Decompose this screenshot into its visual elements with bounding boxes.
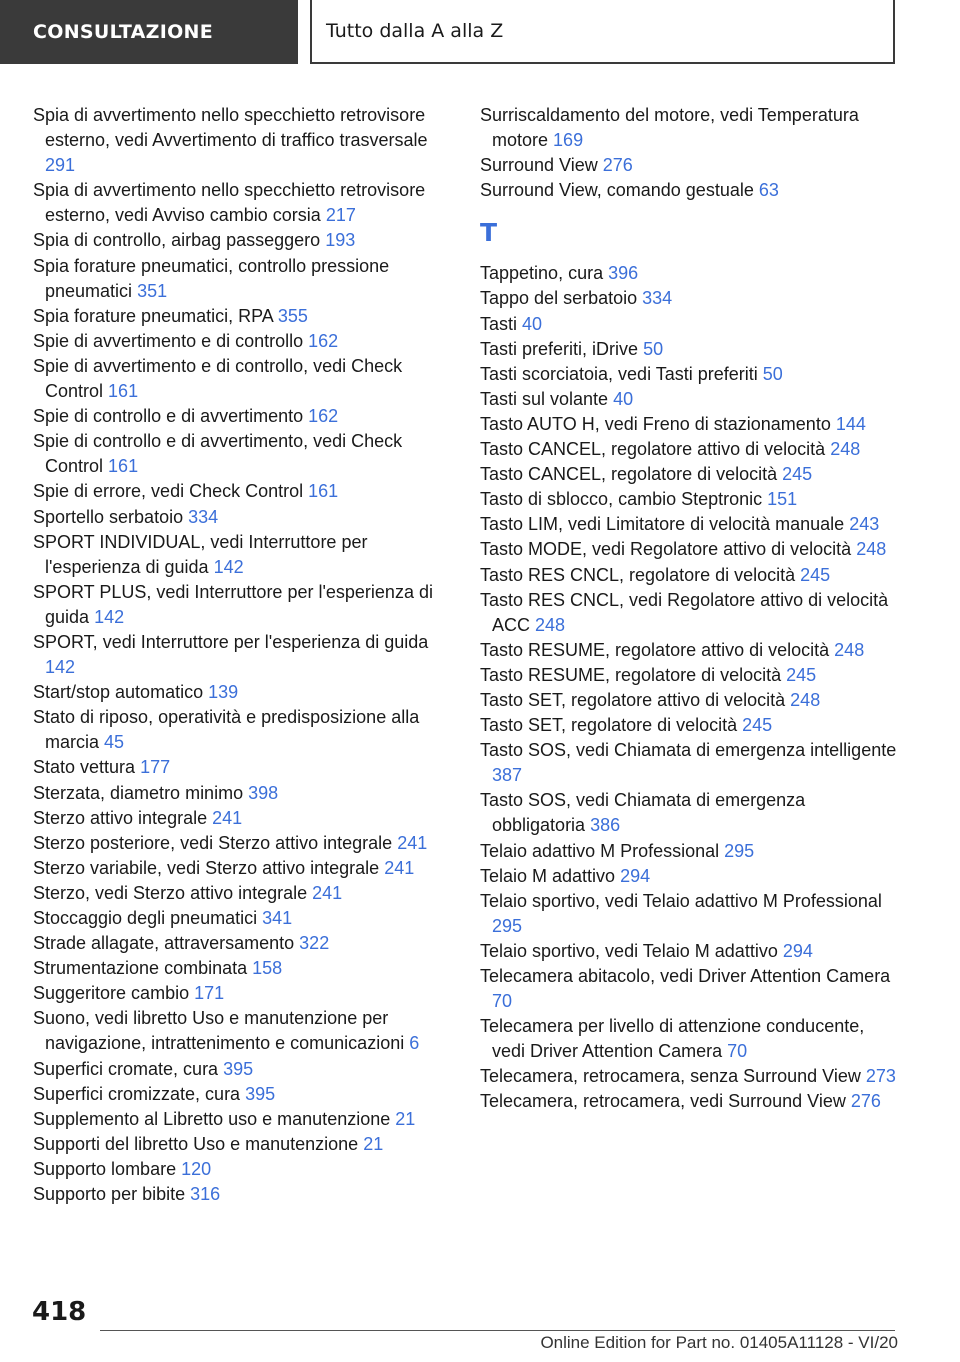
- index-entry-text: Tasto RES CNCL, vedi Regolatore attivo di velocità ACC: [480, 589, 889, 635]
- index-entry: [480, 588, 900, 638]
- index-entry-text: Spie di avvertimento e di controllo, vedi Check Control: [33, 355, 403, 402]
- index-page-link[interactable]: 142: [45, 657, 76, 678]
- index-entry: [33, 806, 453, 831]
- index-entry: [480, 103, 900, 153]
- index-entry-text: Start/stop automatico: [33, 682, 204, 703]
- index-page-link[interactable]: 395: [245, 1083, 276, 1104]
- index-page-link[interactable]: 161: [108, 381, 139, 402]
- footer-rule: [100, 1330, 895, 1331]
- index-entry: [480, 537, 900, 562]
- index-page-link[interactable]: 177: [140, 757, 171, 778]
- index-letter-heading: T: [480, 218, 498, 248]
- index-entry: [33, 831, 453, 856]
- index-page-link[interactable]: 351: [137, 280, 168, 301]
- index-entry-text: Sterzo attivo integrale: [33, 807, 208, 828]
- index-entry: [33, 404, 453, 429]
- index-page-link[interactable]: 248: [535, 614, 566, 635]
- index-page-link[interactable]: 294: [620, 865, 651, 886]
- index-entry: [33, 103, 453, 178]
- index-entry: [33, 354, 453, 404]
- index-entry: [33, 1182, 453, 1207]
- index-page-link[interactable]: 398: [248, 782, 279, 803]
- index-entry-text: Tasti scorciatoia, vedi Tasti preferiti: [480, 363, 758, 384]
- index-page-link[interactable]: 334: [188, 506, 219, 527]
- index-entry-text: Tappo del serbatoio: [480, 288, 638, 309]
- index-page-link[interactable]: 158: [252, 958, 283, 979]
- index-entry-text: Tasti sul volante: [480, 388, 609, 409]
- index-page-link[interactable]: 120: [181, 1158, 212, 1179]
- index-entry: [480, 387, 900, 412]
- index-page-link[interactable]: 70: [492, 991, 513, 1012]
- index-entry: [480, 738, 900, 788]
- index-page-link[interactable]: 396: [608, 263, 639, 284]
- index-page-link[interactable]: 245: [786, 664, 817, 685]
- footer-edition: Online Edition for Part no. 01405A11128 - VI/20: [540, 1333, 898, 1352]
- index-entry: [33, 680, 453, 705]
- index-entry-text: Sterzo, vedi Sterzo attivo integrale: [33, 882, 308, 903]
- index-entry-text: SPORT PLUS, vedi Interruttore per l'esperienza di guida: [33, 581, 433, 627]
- index-entry-text: Superfici cromizzate, cura: [33, 1083, 241, 1104]
- index-entry-text: Supporto lombare: [33, 1158, 177, 1179]
- index-group-t: [480, 261, 900, 1114]
- index-entry: [33, 1157, 453, 1182]
- index-entry: [480, 337, 900, 362]
- index-page-link[interactable]: 50: [762, 363, 783, 384]
- index-entry: [33, 228, 453, 253]
- index-entry: [480, 964, 900, 1014]
- index-entry: [33, 1057, 453, 1082]
- index-entry: [33, 429, 453, 479]
- index-entry-text: Surround View: [480, 155, 598, 176]
- index-page-link[interactable]: 276: [602, 155, 633, 176]
- index-entry-text: Telecamera per livello di attenzione conducente, vedi Driver Attention Camera: [480, 1016, 865, 1062]
- index-entry: [33, 304, 453, 329]
- index-entry-text: Suggeritore cambio: [33, 983, 190, 1004]
- index-entry-text: Telecamera, retrocamera, senza Surround View: [480, 1066, 861, 1087]
- index-entry-text: Superfici cromate, cura: [33, 1058, 219, 1079]
- index-entry: [480, 563, 900, 588]
- index-entry-text: Spie di avvertimento e di controllo: [33, 330, 304, 351]
- index-entry: [33, 1107, 453, 1132]
- index-entry-text: Telaio M adattivo: [480, 865, 616, 886]
- index-entry-text: Tasti preferiti, iDrive: [480, 338, 639, 359]
- index-entry: [33, 856, 453, 881]
- index-entry: [33, 630, 453, 680]
- index-column-left: [33, 103, 453, 1207]
- index-entry: [480, 939, 900, 964]
- index-page-link[interactable]: 241: [212, 807, 243, 828]
- index-entry: [33, 505, 453, 530]
- index-entry-text: SPORT INDIVIDUAL, vedi Interruttore per l'esperienza di guida: [33, 531, 368, 577]
- index-page-link[interactable]: 387: [492, 765, 523, 786]
- index-entry-text: Telaio sportivo, vedi Telaio adattivo M Professional: [480, 890, 882, 911]
- index-entry: [33, 881, 453, 906]
- index-page-link[interactable]: 241: [397, 832, 428, 853]
- index-page-link[interactable]: 21: [363, 1133, 384, 1154]
- index-page-link[interactable]: 248: [856, 539, 887, 560]
- index-entry: [480, 688, 900, 713]
- index-page-link[interactable]: 245: [800, 564, 831, 585]
- index-page-link[interactable]: 139: [208, 682, 239, 703]
- index-entry-text: Suono, vedi libretto Uso e manutenzione per navigazione, intrattenimento e comunicazioni: [33, 1008, 405, 1054]
- index-entry-text: Strumentazione combinata: [33, 958, 248, 979]
- index-entry: [33, 479, 453, 504]
- index-entry: [480, 1064, 900, 1089]
- index-entry-text: Tasto LIM, vedi Limitatore di velocità manuale: [480, 514, 845, 535]
- index-entry: [33, 981, 453, 1006]
- index-entry-text: Spie di controllo e di avvertimento, vedi Check Control: [33, 431, 403, 477]
- index-page-link[interactable]: 341: [262, 908, 293, 928]
- index-page-link[interactable]: 6: [409, 1033, 420, 1054]
- index-entry: [480, 889, 900, 939]
- index-entry: [33, 530, 453, 580]
- index-page-link[interactable]: 276: [850, 1091, 881, 1112]
- index-page-link[interactable]: 316: [190, 1184, 221, 1205]
- index-page-link[interactable]: 50: [643, 338, 664, 359]
- index-entry-text: Tasto RES CNCL, regolatore di velocità: [480, 564, 796, 585]
- index-entry: [480, 312, 900, 337]
- index-page-link[interactable]: 171: [194, 983, 225, 1004]
- index-entry: [33, 781, 453, 806]
- index-entry: [480, 1089, 900, 1114]
- index-entry-text: Tasto AUTO H, vedi Freno di stazionamento: [480, 413, 831, 434]
- index-page-link[interactable]: 45: [104, 732, 125, 753]
- index-entry: [480, 1014, 900, 1064]
- index-page-link[interactable]: 248: [830, 439, 861, 460]
- index-entry-text: Sterzo variabile, vedi Sterzo attivo integrale: [33, 857, 380, 878]
- header-section-label: CONSULTAZIONE: [0, 0, 298, 64]
- index-entry: [480, 638, 900, 663]
- index-page-link[interactable]: 161: [108, 456, 139, 477]
- index-page-link[interactable]: 142: [213, 556, 244, 577]
- index-entry-text: Tasto RESUME, regolatore attivo di velocità: [480, 639, 830, 660]
- index-page-link[interactable]: 245: [782, 464, 813, 485]
- index-entry-text: Tasto RESUME, regolatore di velocità: [480, 664, 782, 685]
- index-page-link[interactable]: 291: [45, 155, 76, 176]
- index-entry: [480, 713, 900, 738]
- index-entry: [33, 1132, 453, 1157]
- index-entry: [33, 705, 453, 755]
- index-entry-text: Strade allagate, attraversamento: [33, 933, 295, 954]
- index-entry-text: Stato vettura: [33, 757, 136, 778]
- index-entry: [480, 437, 900, 462]
- index-page-link[interactable]: 245: [742, 715, 773, 736]
- index-entry: [33, 931, 453, 956]
- index-entry: [33, 1082, 453, 1107]
- index-entry-text: Spia forature pneumatici, RPA: [33, 305, 273, 326]
- index-entry-text: Tasto CANCEL, regolatore di velocità: [480, 464, 778, 485]
- index-entry: [33, 178, 453, 228]
- index-page-link[interactable]: 294: [782, 940, 813, 961]
- index-page-link[interactable]: 40: [613, 388, 634, 409]
- index-page-link[interactable]: 355: [277, 305, 308, 326]
- index-page-link[interactable]: 248: [790, 689, 821, 710]
- index-entry: [480, 788, 900, 838]
- index-entry-text: Spia forature pneumatici, controllo pressione pneumatici: [33, 255, 390, 301]
- index-page-link[interactable]: 193: [325, 230, 356, 251]
- index-entry-text: Tasto CANCEL, regolatore attivo di velocità: [480, 439, 826, 460]
- index-entry: [480, 462, 900, 487]
- index-entry: [33, 1006, 453, 1056]
- index-entry-text: Telecamera abitacolo, vedi Driver Attention Camera: [480, 966, 891, 986]
- index-entry-text: Tasti: [480, 313, 518, 334]
- index-entry-text: Spie di controllo e di avvertimento: [33, 406, 304, 427]
- index-page-link[interactable]: 151: [767, 489, 798, 510]
- index-page-link[interactable]: 241: [384, 857, 415, 878]
- index-page-link[interactable]: 70: [727, 1041, 748, 1062]
- index-entry-text: Sportello serbatoio: [33, 506, 184, 527]
- index-entry-text: Spia di avvertimento nello specchietto retrovisore esterno, vedi Avvertimento di traffico trasversale: [33, 105, 428, 151]
- index-entry-text: Surriscaldamento del motore, vedi Temperatura motore: [480, 105, 859, 151]
- index-entry-text: Spie di errore, vedi Check Control: [33, 481, 304, 502]
- index-entry-text: Telaio sportivo, vedi Telaio M adattivo: [480, 940, 778, 961]
- index-page-link[interactable]: 386: [590, 815, 621, 836]
- index-entry-text: Tasto SET, regolatore di velocità: [480, 715, 738, 736]
- index-page-link[interactable]: 322: [299, 933, 330, 954]
- index-entry: [33, 329, 453, 354]
- index-entry: [480, 261, 900, 286]
- index-entry-text: Spia di controllo, airbag passeggero: [33, 230, 321, 251]
- index-entry-text: Supporti del libretto Uso e manutenzione: [33, 1133, 359, 1154]
- index-page-link[interactable]: 395: [223, 1058, 254, 1079]
- index-entry: [480, 412, 900, 437]
- index-page-link[interactable]: 334: [642, 288, 673, 309]
- index-entry-text: Stato di riposo, operatività e predisposizione alla marcia: [33, 707, 420, 753]
- index-entry-text: Tasto SOS, vedi Chiamata di emergenza obbligatoria: [480, 790, 806, 836]
- index-entry-text: SPORT, vedi Interruttore per l'esperienza di guida: [33, 631, 429, 652]
- index-column-right: [480, 103, 900, 1115]
- index-page-link[interactable]: 162: [308, 330, 339, 351]
- index-entry-text: Sterzata, diametro minimo: [33, 782, 244, 803]
- index-entry: [480, 839, 900, 864]
- index-page-link[interactable]: 295: [724, 840, 755, 861]
- page-number: 418: [32, 1297, 87, 1327]
- index-page-link[interactable]: 63: [758, 180, 779, 201]
- index-entry: [480, 864, 900, 889]
- index-entry-text: Tasto di sblocco, cambio Steptronic: [480, 489, 763, 510]
- index-page-link[interactable]: 241: [312, 882, 343, 903]
- index-page-link[interactable]: 40: [522, 313, 543, 334]
- index-entry-text: Spia di avvertimento nello specchietto retrovisore esterno, vedi Avviso cambio corsia: [33, 180, 426, 226]
- index-entry: [33, 755, 453, 780]
- index-page-link[interactable]: 248: [834, 639, 865, 660]
- index-entry: [480, 663, 900, 688]
- index-entry-text: Tappetino, cura: [480, 263, 604, 284]
- index-page-link[interactable]: 144: [835, 413, 866, 434]
- index-entry-text: Supporto per bibite: [33, 1184, 186, 1205]
- index-entry: [480, 178, 900, 203]
- index-entry: [480, 512, 900, 537]
- index-entry: [480, 362, 900, 387]
- index-entry-text: Tasto SOS, vedi Chiamata di emergenza intelligente: [480, 740, 897, 761]
- index-entry: [480, 487, 900, 512]
- index-entry-text: Tasto MODE, vedi Regolatore attivo di velocità: [480, 539, 852, 560]
- index-entry-text: Sterzo posteriore, vedi Sterzo attivo integrale: [33, 832, 393, 853]
- index-entry-text: Telecamera, retrocamera, vedi Surround View: [480, 1091, 846, 1112]
- index-page-link[interactable]: 162: [308, 406, 339, 427]
- index-entry: [33, 580, 453, 630]
- index-page-link[interactable]: 217: [325, 205, 356, 226]
- index-group-s: [480, 103, 900, 203]
- index-entry: [33, 956, 453, 981]
- index-entry: [33, 906, 453, 931]
- index-page-link[interactable]: 142: [94, 606, 125, 627]
- index-entry-text: Tasto SET, regolatore attivo di velocità: [480, 689, 786, 710]
- index-entry: [33, 254, 453, 304]
- index-page-link[interactable]: 273: [865, 1066, 896, 1087]
- index-page-link[interactable]: 21: [395, 1108, 416, 1129]
- index-entry-text: Surround View, comando gestuale: [480, 180, 754, 201]
- index-entry: [480, 153, 900, 178]
- index-page-link[interactable]: 169: [553, 130, 584, 151]
- index-page-link[interactable]: 161: [308, 481, 339, 502]
- index-page-link[interactable]: 243: [849, 514, 880, 535]
- index-entry-text: Telaio adattivo M Professional: [480, 840, 720, 861]
- index-entry: [480, 286, 900, 311]
- header-title: Tutto dalla A alla Z: [310, 0, 895, 64]
- index-entry-text: Supplemento al Libretto uso e manutenzione: [33, 1108, 391, 1129]
- index-entry-text: Stoccaggio degli pneumatici: [33, 908, 258, 928]
- index-page-link[interactable]: 295: [492, 915, 523, 936]
